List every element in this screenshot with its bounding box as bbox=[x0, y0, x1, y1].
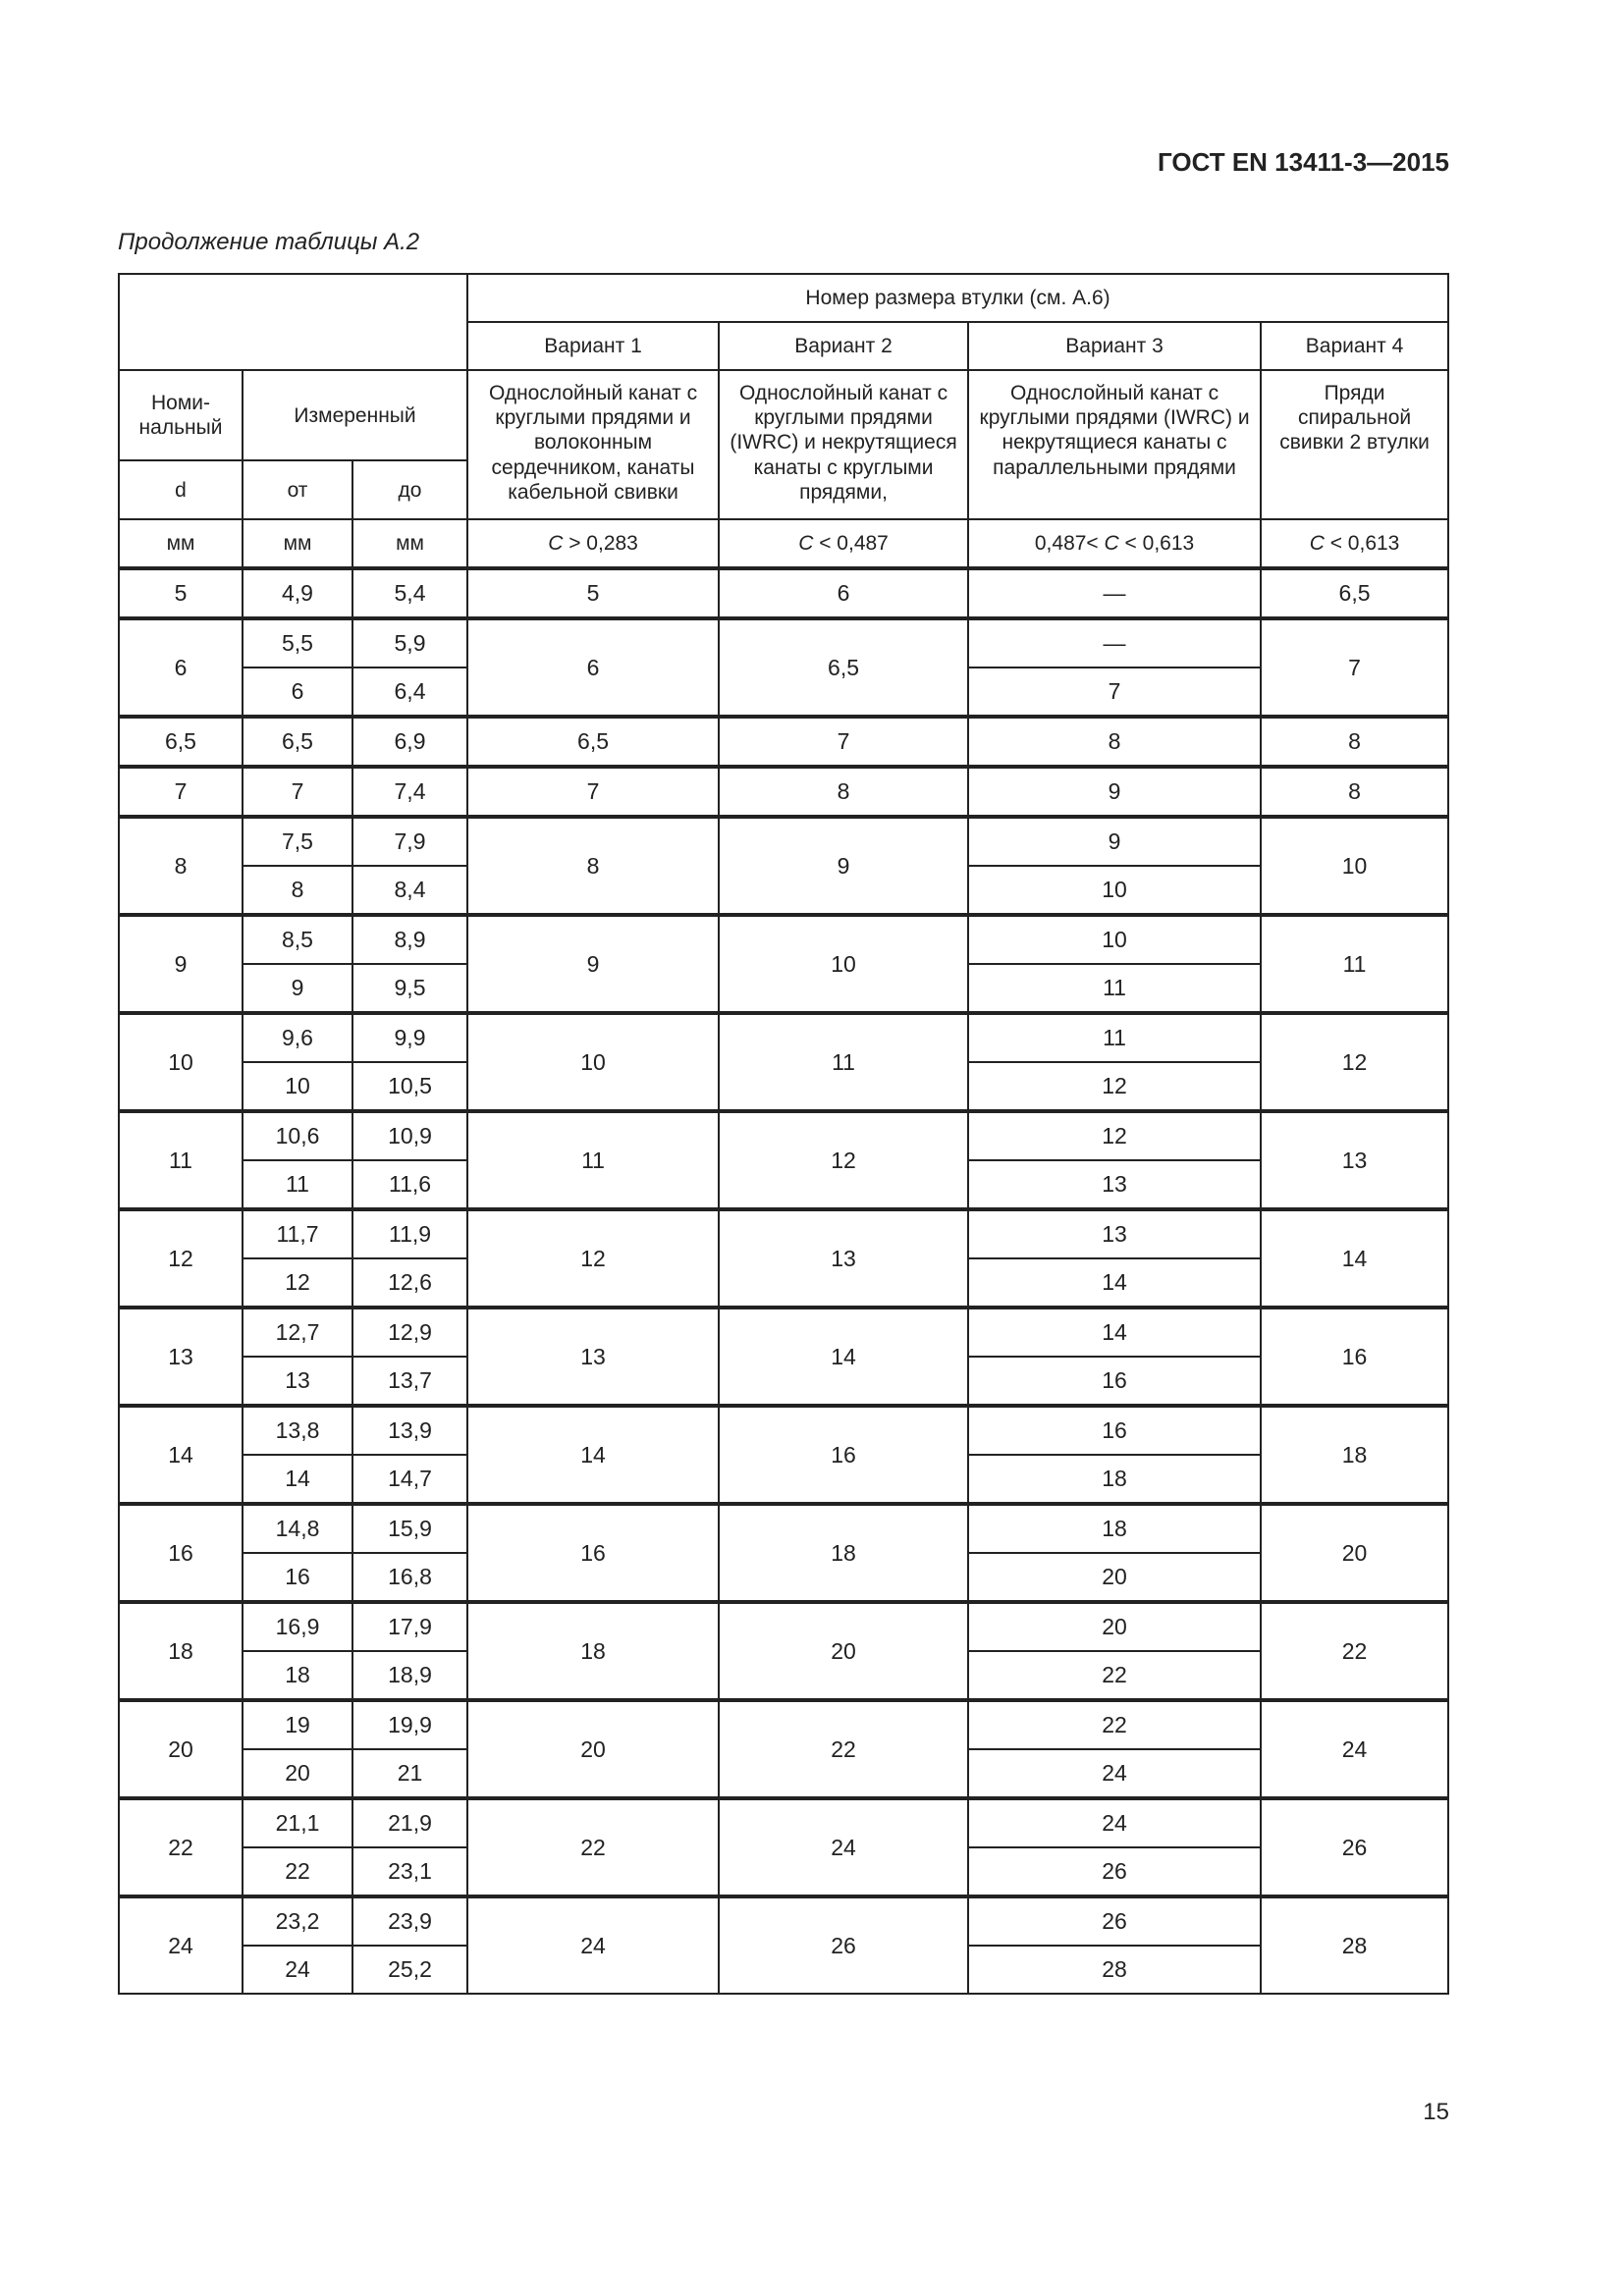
measured-to-cell: 8,4 bbox=[352, 866, 467, 915]
page-number: 15 bbox=[1423, 2099, 1449, 2125]
nominal-diameter-cell: 16 bbox=[119, 1504, 243, 1602]
symbol-d: d bbox=[119, 460, 243, 519]
variant2-size-cell: 9 bbox=[719, 817, 968, 915]
measured-from-cell: 20 bbox=[243, 1749, 352, 1798]
measured-to-cell: 21,9 bbox=[352, 1798, 467, 1847]
variant3-size-cell: — bbox=[968, 568, 1261, 618]
measured-from-cell: 7,5 bbox=[243, 817, 352, 866]
variant3-size-cell: 22 bbox=[968, 1651, 1261, 1700]
limit-symbol: C bbox=[1104, 531, 1119, 555]
table-row bbox=[119, 1700, 1448, 1749]
limit-symbol: C bbox=[798, 531, 814, 555]
nominal-diameter-cell: 9 bbox=[119, 915, 243, 1013]
variant4-size-cell: 13 bbox=[1261, 1111, 1448, 1209]
nominal-diameter-cell: 7 bbox=[119, 767, 243, 817]
limit-value: < 0,613 bbox=[1118, 531, 1195, 555]
variant4-size-cell: 8 bbox=[1261, 717, 1448, 767]
variant4-size-cell: 11 bbox=[1261, 915, 1448, 1013]
measured-to-cell: 10,5 bbox=[352, 1062, 467, 1111]
variant3-size-cell: 9 bbox=[968, 767, 1261, 817]
variant2-size-cell: 13 bbox=[719, 1209, 968, 1308]
variant3-size-cell: 26 bbox=[968, 1847, 1261, 1896]
measured-to-cell: 13,9 bbox=[352, 1406, 467, 1455]
variant1-size-cell: 24 bbox=[467, 1896, 719, 1994]
measured-to-cell: 18,9 bbox=[352, 1651, 467, 1700]
table-row bbox=[119, 717, 1448, 767]
nominal-diameter-cell: 6 bbox=[119, 618, 243, 717]
table-row bbox=[119, 1406, 1448, 1455]
measured-to-cell: 12,9 bbox=[352, 1308, 467, 1357]
table-row bbox=[119, 915, 1448, 964]
limit-value: < 0,613 bbox=[1324, 531, 1400, 555]
table-row bbox=[119, 568, 1448, 618]
table-row bbox=[119, 1308, 1448, 1357]
variant1-size-cell: 16 bbox=[467, 1504, 719, 1602]
table-row bbox=[119, 1111, 1448, 1160]
variant3-size-cell: 26 bbox=[968, 1896, 1261, 1946]
variant3-size-cell: 16 bbox=[968, 1357, 1261, 1406]
table-row bbox=[119, 618, 1448, 667]
variant1-size-cell: 5 bbox=[467, 568, 719, 618]
variant1-size-cell: 9 bbox=[467, 915, 719, 1013]
measured-from-cell: 8 bbox=[243, 866, 352, 915]
variant-description: Однослойный канат с круглыми прядями (IWRC) и некрутящиеся канаты с круглыми прядями, bbox=[719, 370, 968, 519]
measured-from-cell: 13,8 bbox=[243, 1406, 352, 1455]
measured-to-cell: 21 bbox=[352, 1749, 467, 1798]
measured-to-cell: 25,2 bbox=[352, 1946, 467, 1994]
variant3-size-cell: 11 bbox=[968, 964, 1261, 1013]
measured-from-cell: 6 bbox=[243, 667, 352, 717]
measured-from-cell: 16,9 bbox=[243, 1602, 352, 1651]
table-row bbox=[119, 1602, 1448, 1651]
variant2-size-cell: 6,5 bbox=[719, 618, 968, 717]
limit-prefix: 0,487< bbox=[1034, 531, 1105, 555]
nominal-diameter-cell: 10 bbox=[119, 1013, 243, 1111]
nominal-diameter-cell: 13 bbox=[119, 1308, 243, 1406]
variant3-size-cell: 18 bbox=[968, 1504, 1261, 1553]
measured-to-cell: 7,4 bbox=[352, 767, 467, 817]
measured-to-cell: 9,9 bbox=[352, 1013, 467, 1062]
unit-cell: мм bbox=[352, 519, 467, 568]
variant-header: Вариант 3 bbox=[968, 322, 1261, 370]
variant2-size-cell: 10 bbox=[719, 915, 968, 1013]
variant-header: Вариант 1 bbox=[467, 322, 719, 370]
measured-from-cell: 13 bbox=[243, 1357, 352, 1406]
table-caption: Продолжение таблицы А.2 bbox=[118, 229, 420, 255]
measured-from-cell: 24 bbox=[243, 1946, 352, 1994]
measured-from-cell: 8,5 bbox=[243, 915, 352, 964]
variant4-size-cell: 8 bbox=[1261, 767, 1448, 817]
measured-from-cell: 4,9 bbox=[243, 568, 352, 618]
table-row bbox=[119, 1798, 1448, 1847]
variant2-size-cell: 14 bbox=[719, 1308, 968, 1406]
variant2-size-cell: 8 bbox=[719, 767, 968, 817]
unit-cell: мм bbox=[119, 519, 243, 568]
measured-to-cell: 12,6 bbox=[352, 1258, 467, 1308]
measured-to-cell: 16,8 bbox=[352, 1553, 467, 1602]
variant4-size-cell: 24 bbox=[1261, 1700, 1448, 1798]
table-row bbox=[119, 1504, 1448, 1553]
measured-to-cell: 8,9 bbox=[352, 915, 467, 964]
variant4-size-cell: 28 bbox=[1261, 1896, 1448, 1994]
variant3-size-cell: 20 bbox=[968, 1553, 1261, 1602]
measured-to-cell: 15,9 bbox=[352, 1504, 467, 1553]
measured-to-cell: 11,9 bbox=[352, 1209, 467, 1258]
to-header: до bbox=[352, 460, 467, 519]
variant4-size-cell: 10 bbox=[1261, 817, 1448, 915]
limit-cell bbox=[1261, 519, 1448, 568]
limit-value: > 0,283 bbox=[563, 531, 638, 555]
nominal-diameter-cell: 18 bbox=[119, 1602, 243, 1700]
measured-from-cell: 6,5 bbox=[243, 717, 352, 767]
nominal-diameter-cell: 6,5 bbox=[119, 717, 243, 767]
measured-from-cell: 11,7 bbox=[243, 1209, 352, 1258]
measured-to-cell: 7,9 bbox=[352, 817, 467, 866]
measured-from-cell: 7 bbox=[243, 767, 352, 817]
variant4-size-cell: 18 bbox=[1261, 1406, 1448, 1504]
measured-header: Измеренный bbox=[243, 370, 467, 460]
variant3-size-cell: 24 bbox=[968, 1798, 1261, 1847]
nominal-diameter-cell: 5 bbox=[119, 568, 243, 618]
variant3-size-cell: 7 bbox=[968, 667, 1261, 717]
variant3-size-cell: — bbox=[968, 618, 1261, 667]
variant4-size-cell: 22 bbox=[1261, 1602, 1448, 1700]
limit-symbol: C bbox=[548, 531, 564, 555]
measured-from-cell: 5,5 bbox=[243, 618, 352, 667]
measured-to-cell: 9,5 bbox=[352, 964, 467, 1013]
variant-description: Однослойный канат с круглыми прядями и волоконным сердечником, канаты кабельной свивки bbox=[467, 370, 719, 519]
measured-from-cell: 14 bbox=[243, 1455, 352, 1504]
measured-from-cell: 18 bbox=[243, 1651, 352, 1700]
variant2-size-cell: 20 bbox=[719, 1602, 968, 1700]
measured-to-cell: 6,4 bbox=[352, 667, 467, 717]
variant2-size-cell: 18 bbox=[719, 1504, 968, 1602]
nominal-diameter-cell: 20 bbox=[119, 1700, 243, 1798]
measured-from-cell: 12 bbox=[243, 1258, 352, 1308]
variant3-size-cell: 13 bbox=[968, 1160, 1261, 1209]
variant3-size-cell: 13 bbox=[968, 1209, 1261, 1258]
measured-from-cell: 22 bbox=[243, 1847, 352, 1896]
variant2-size-cell: 12 bbox=[719, 1111, 968, 1209]
measured-to-cell: 6,9 bbox=[352, 717, 467, 767]
measured-from-cell: 10 bbox=[243, 1062, 352, 1111]
header-blank-cell bbox=[119, 274, 467, 370]
measured-from-cell: 21,1 bbox=[243, 1798, 352, 1847]
table-body bbox=[119, 568, 1448, 1994]
variant1-size-cell: 18 bbox=[467, 1602, 719, 1700]
variant1-size-cell: 13 bbox=[467, 1308, 719, 1406]
nominal-diameter-cell: 24 bbox=[119, 1896, 243, 1994]
variant2-size-cell: 22 bbox=[719, 1700, 968, 1798]
measured-to-cell: 23,1 bbox=[352, 1847, 467, 1896]
variant3-size-cell: 12 bbox=[968, 1111, 1261, 1160]
nominal-diameter-cell: 12 bbox=[119, 1209, 243, 1308]
table-row bbox=[119, 1896, 1448, 1946]
unit-cell: мм bbox=[243, 519, 352, 568]
measured-from-cell: 14,8 bbox=[243, 1504, 352, 1553]
variant1-size-cell: 6 bbox=[467, 618, 719, 717]
variant-header: Вариант 4 bbox=[1261, 322, 1448, 370]
measured-from-cell: 16 bbox=[243, 1553, 352, 1602]
nominal-diameter-cell: 14 bbox=[119, 1406, 243, 1504]
variant1-size-cell: 11 bbox=[467, 1111, 719, 1209]
variant2-size-cell: 16 bbox=[719, 1406, 968, 1504]
limit-symbol: C bbox=[1309, 531, 1325, 555]
variant3-size-cell: 22 bbox=[968, 1700, 1261, 1749]
limit-value: < 0,487 bbox=[813, 531, 889, 555]
measured-to-cell: 17,9 bbox=[352, 1602, 467, 1651]
limit-cell bbox=[719, 519, 968, 568]
variant-description: Пряди спиральной свивки 2 втулки bbox=[1261, 370, 1448, 519]
variant3-size-cell: 10 bbox=[968, 915, 1261, 964]
measured-to-cell: 13,7 bbox=[352, 1357, 467, 1406]
variant2-size-cell: 26 bbox=[719, 1896, 968, 1994]
variant3-size-cell: 28 bbox=[968, 1946, 1261, 1994]
variant1-size-cell: 7 bbox=[467, 767, 719, 817]
measured-from-cell: 11 bbox=[243, 1160, 352, 1209]
variant1-size-cell: 10 bbox=[467, 1013, 719, 1111]
measured-to-cell: 11,6 bbox=[352, 1160, 467, 1209]
measured-from-cell: 12,7 bbox=[243, 1308, 352, 1357]
measured-to-cell: 5,9 bbox=[352, 618, 467, 667]
measured-to-cell: 5,4 bbox=[352, 568, 467, 618]
measured-to-cell: 14,7 bbox=[352, 1455, 467, 1504]
measured-to-cell: 19,9 bbox=[352, 1700, 467, 1749]
variant2-size-cell: 24 bbox=[719, 1798, 968, 1896]
variant3-size-cell: 14 bbox=[968, 1258, 1261, 1308]
measured-from-cell: 9 bbox=[243, 964, 352, 1013]
variant3-size-cell: 24 bbox=[968, 1749, 1261, 1798]
variant4-size-cell: 7 bbox=[1261, 618, 1448, 717]
variant4-size-cell: 16 bbox=[1261, 1308, 1448, 1406]
variant3-size-cell: 20 bbox=[968, 1602, 1261, 1651]
variant1-size-cell: 22 bbox=[467, 1798, 719, 1896]
variant3-size-cell: 10 bbox=[968, 866, 1261, 915]
variant-header: Вариант 2 bbox=[719, 322, 968, 370]
variant4-size-cell: 14 bbox=[1261, 1209, 1448, 1308]
variant3-size-cell: 11 bbox=[968, 1013, 1261, 1062]
variant3-size-cell: 16 bbox=[968, 1406, 1261, 1455]
variant3-size-cell: 12 bbox=[968, 1062, 1261, 1111]
variant2-size-cell: 7 bbox=[719, 717, 968, 767]
nominal-diameter-cell: 22 bbox=[119, 1798, 243, 1896]
table-row bbox=[119, 817, 1448, 866]
variant1-size-cell: 12 bbox=[467, 1209, 719, 1308]
measured-from-cell: 10,6 bbox=[243, 1111, 352, 1160]
table-row bbox=[119, 767, 1448, 817]
variant4-size-cell: 6,5 bbox=[1261, 568, 1448, 618]
variant4-size-cell: 26 bbox=[1261, 1798, 1448, 1896]
variant-description: Однослойный канат с круглыми прядями (IWRC) и некрутящиеся канаты с параллельными прядями bbox=[968, 370, 1261, 519]
variant2-size-cell: 6 bbox=[719, 568, 968, 618]
table-row bbox=[119, 1013, 1448, 1062]
limit-cell bbox=[467, 519, 719, 568]
variant4-size-cell: 12 bbox=[1261, 1013, 1448, 1111]
sleeve-size-table bbox=[118, 273, 1449, 1995]
variant1-size-cell: 8 bbox=[467, 817, 719, 915]
variant3-size-cell: 18 bbox=[968, 1455, 1261, 1504]
variant3-size-cell: 14 bbox=[968, 1308, 1261, 1357]
measured-from-cell: 19 bbox=[243, 1700, 352, 1749]
nominal-diameter-cell: 11 bbox=[119, 1111, 243, 1209]
limit-cell bbox=[968, 519, 1261, 568]
variant1-size-cell: 14 bbox=[467, 1406, 719, 1504]
variant2-size-cell: 11 bbox=[719, 1013, 968, 1111]
variant3-size-cell: 8 bbox=[968, 717, 1261, 767]
sleeve-size-header: Номер размера втулки (см. А.6) bbox=[467, 274, 1448, 322]
measured-to-cell: 23,9 bbox=[352, 1896, 467, 1946]
variant1-size-cell: 20 bbox=[467, 1700, 719, 1798]
variant4-size-cell: 20 bbox=[1261, 1504, 1448, 1602]
nominal-header: Номи- нальный bbox=[119, 370, 243, 460]
variant1-size-cell: 6,5 bbox=[467, 717, 719, 767]
measured-from-cell: 9,6 bbox=[243, 1013, 352, 1062]
variant3-size-cell: 9 bbox=[968, 817, 1261, 866]
nominal-diameter-cell: 8 bbox=[119, 817, 243, 915]
table-row bbox=[119, 1209, 1448, 1258]
measured-to-cell: 10,9 bbox=[352, 1111, 467, 1160]
measured-from-cell: 23,2 bbox=[243, 1896, 352, 1946]
from-header: от bbox=[243, 460, 352, 519]
standard-designation: ГОСТ EN 13411-3—2015 bbox=[1157, 147, 1449, 177]
